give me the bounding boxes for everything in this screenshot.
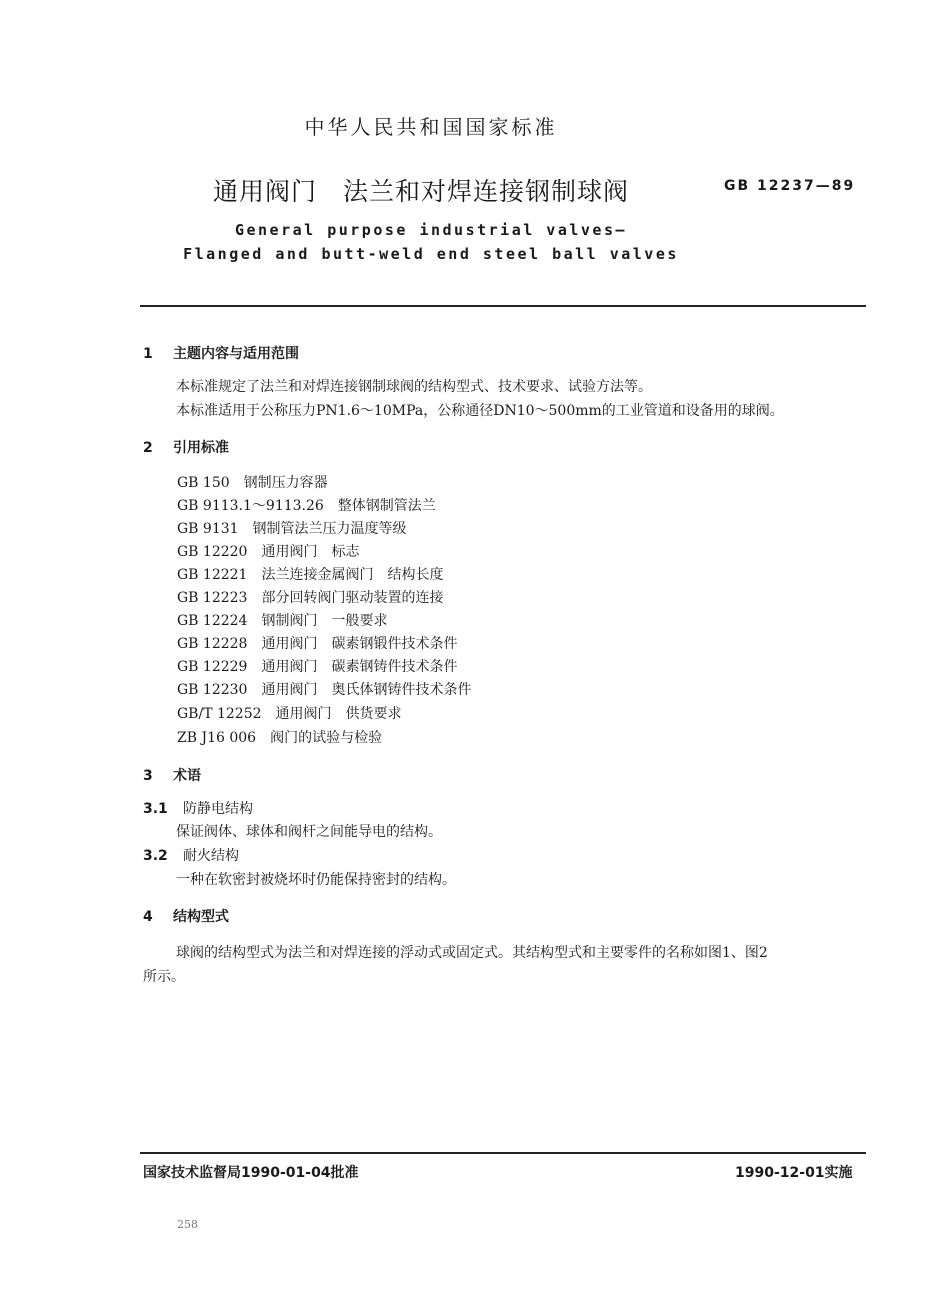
- section-number: 1: [143, 346, 153, 362]
- reference-item: GB 12220 通用阀门 标志: [177, 544, 360, 560]
- country-standard-heading: 中华人民共和国国家标准: [304, 115, 558, 139]
- reference-item: GB 12228 通用阀门 碳素钢锻件技术条件: [177, 636, 458, 652]
- footer-divider: [140, 1152, 866, 1154]
- document-title-en-line2: Flanged and butt-weld end steel ball valves: [183, 245, 679, 263]
- section-1-heading: [143, 343, 299, 363]
- section-number: 2: [143, 440, 153, 456]
- approval-date: 国家技术监督局1990-01-04批准: [143, 1165, 359, 1181]
- subsection-3-1-heading: [143, 798, 253, 818]
- section-1-paragraph-1: 本标准规定了法兰和对焊连接钢制球阀的结构型式、技术要求、试验方法等。: [176, 379, 652, 395]
- document-title-cn: 通用阀门 法兰和对焊连接钢制球阀: [213, 177, 630, 206]
- section-4-heading: [143, 906, 229, 926]
- reference-item: GB 12221 法兰连接金属阀门 结构长度: [177, 567, 444, 583]
- section-4-paragraph-line1: 球阀的结构型式为法兰和对焊连接的浮动式或固定式。其结构型式和主要零件的名称如图1、图2: [176, 945, 768, 961]
- section-title: 引用标准: [173, 440, 229, 456]
- subsection-title: 耐火结构: [183, 848, 239, 864]
- subsection-number: 3.2: [143, 848, 168, 864]
- subsection-title: 防静电结构: [183, 801, 253, 817]
- header-divider: [140, 305, 866, 307]
- section-3-heading: [143, 765, 201, 785]
- section-4-paragraph-line2: 所示。: [143, 969, 185, 985]
- reference-item: GB 12224 钢制阀门 一般要求: [177, 613, 388, 629]
- section-number: 4: [143, 909, 153, 925]
- section-1-paragraph-2: 本标准适用于公称压力PN1.6～10MPa，公称通径DN10～500mm的工业管道和设备用的球阀。: [176, 403, 784, 419]
- reference-item: GB 150 钢制压力容器: [177, 475, 328, 491]
- implementation-date: 1990-12-01实施: [735, 1165, 853, 1181]
- reference-item: GB 9131 钢制管法兰压力温度等级: [177, 521, 407, 537]
- subsection-3-1-text: 保证阀体、球体和阀杆之间能导电的结构。: [176, 824, 442, 840]
- reference-item: GB/T 12252 通用阀门 供货要求: [177, 706, 402, 722]
- document-title-en-line1: General purpose industrial valves—: [234, 221, 628, 239]
- section-title: 主题内容与适用范围: [173, 346, 299, 362]
- reference-item: ZB J16 006 阀门的试验与检验: [177, 730, 383, 746]
- reference-item: GB 12230 通用阀门 奥氏体钢铸件技术条件: [177, 682, 472, 698]
- section-2-heading: [143, 437, 229, 457]
- reference-item: GB 12223 部分回转阀门驱动装置的连接: [177, 590, 444, 606]
- subsection-number: 3.1: [143, 801, 168, 817]
- page-number: 258: [177, 1218, 198, 1231]
- reference-item: GB 12229 通用阀门 碳素钢铸件技术条件: [177, 659, 458, 675]
- section-title: 术语: [173, 768, 201, 784]
- subsection-3-2-text: 一种在软密封被烧坏时仍能保持密封的结构。: [176, 872, 456, 888]
- section-title: 结构型式: [173, 909, 229, 925]
- standard-number: GB 12237—89: [724, 178, 856, 194]
- subsection-3-2-heading: [143, 845, 239, 865]
- section-number: 3: [143, 768, 153, 784]
- reference-item: GB 9113.1～9113.26 整体钢制管法兰: [177, 498, 436, 514]
